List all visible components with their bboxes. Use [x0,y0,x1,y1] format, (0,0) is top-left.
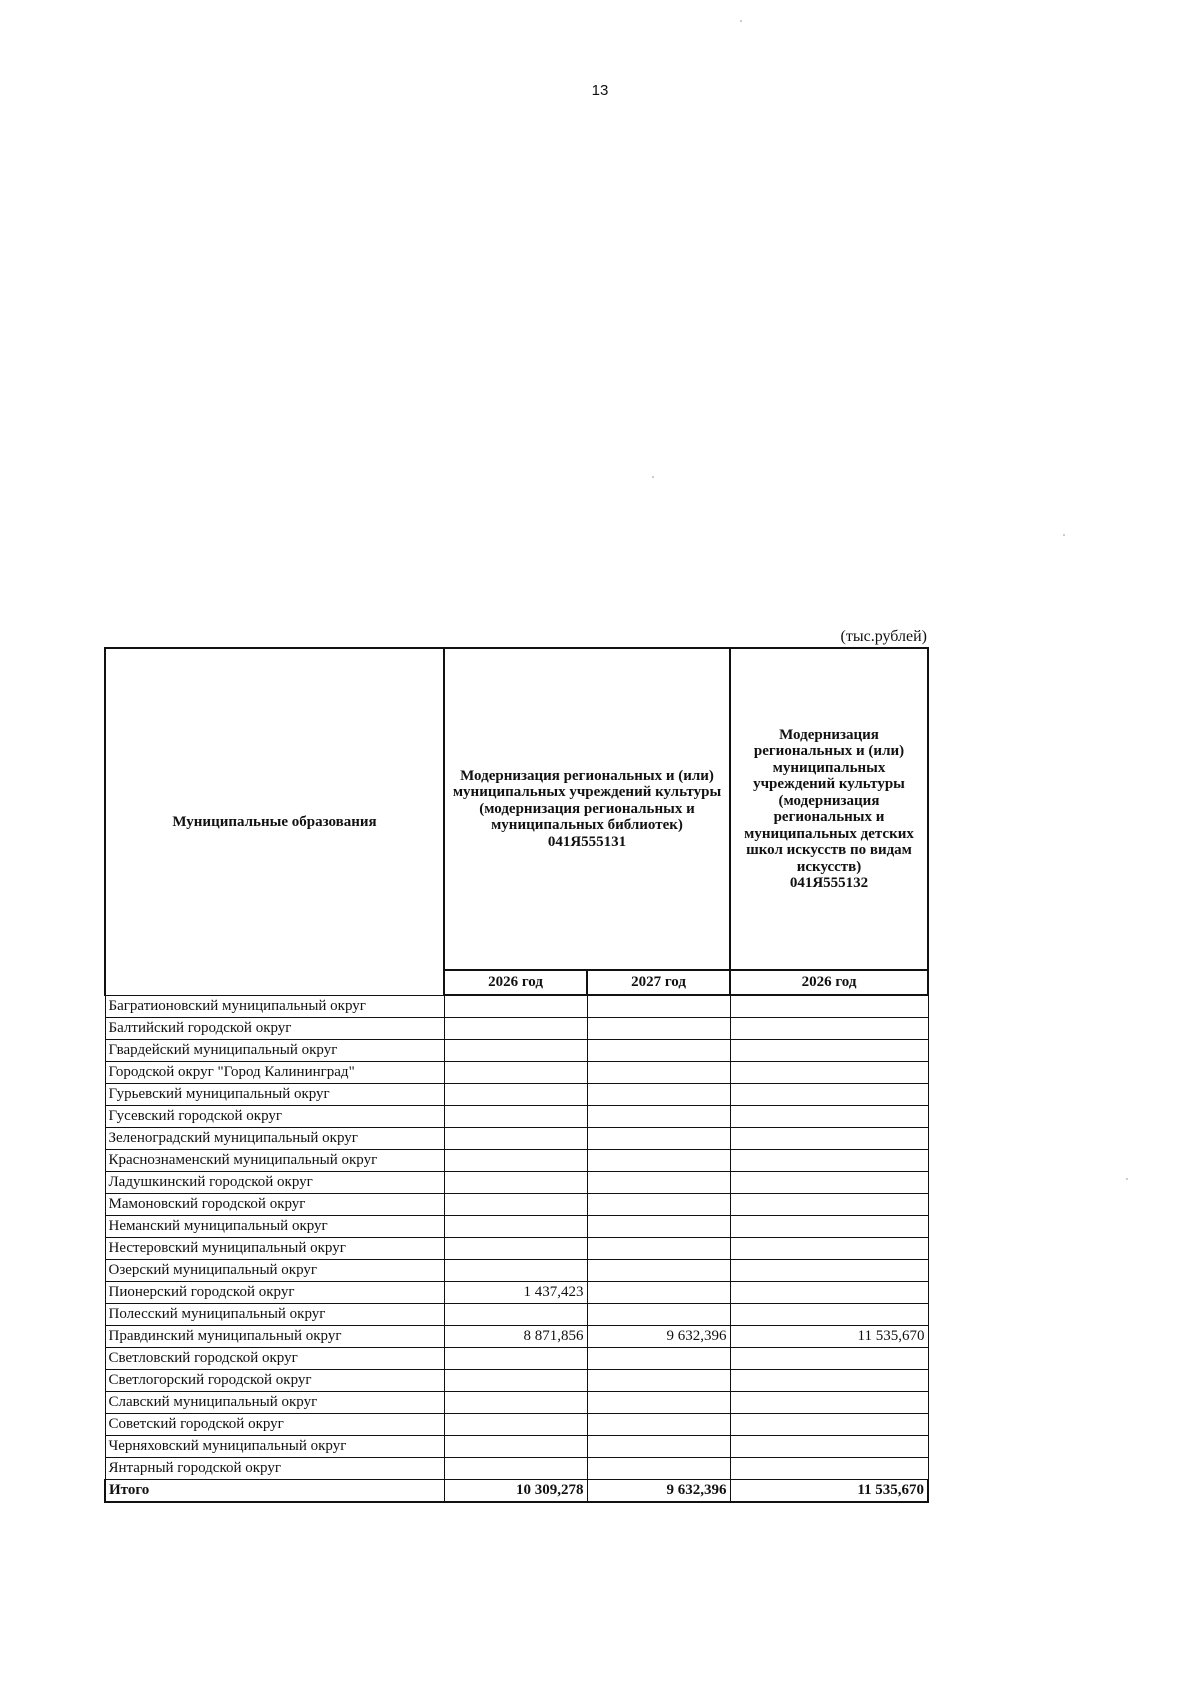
libraries-2027-value [587,1084,730,1106]
schools-2026-value [730,1018,928,1040]
table-row [105,1062,928,1084]
municipality-name: Светлогорский городской округ [105,1370,444,1392]
municipality-name: Багратионовский муниципальный округ [105,995,444,1018]
schools-2026-value [730,1370,928,1392]
total-libraries-2027: 9 632,396 [587,1480,730,1503]
table-row [105,1216,928,1238]
libraries-2027-value [587,1150,730,1172]
year-header-libraries-2027: 2027 год [587,970,730,995]
table-row [105,1150,928,1172]
libraries-2026-value [444,1216,587,1238]
table-row [105,1304,928,1326]
table-row [105,1172,928,1194]
libraries-2027-value [587,1436,730,1458]
municipality-name: Нестеровский муниципальный округ [105,1238,444,1260]
page-number: 13 [591,82,609,99]
libraries-2026-value [444,1370,587,1392]
municipality-name: Правдинский муниципальный округ [105,1326,444,1348]
municipality-name: Краснознаменский муниципальный округ [105,1150,444,1172]
municipality-name: Пионерский городской округ [105,1282,444,1304]
table-row [105,1106,928,1128]
scan-speck [740,20,742,22]
total-schools-2026: 11 535,670 [730,1480,928,1503]
libraries-2026-value [444,1348,587,1370]
libraries-2027-value [587,1282,730,1304]
schools-2026-value [730,1128,928,1150]
budget-table [104,647,929,1503]
schools-2026-value [730,1348,928,1370]
table-row [105,1128,928,1150]
total-libraries-2026: 10 309,278 [444,1480,587,1503]
schools-2026-value [730,1084,928,1106]
libraries-2026-value [444,1106,587,1128]
libraries-2026-value: 1 437,423 [444,1282,587,1304]
schools-2026-value [730,1414,928,1436]
schools-2026-value [730,1040,928,1062]
libraries-2027-value [587,1304,730,1326]
libraries-2026-value [444,1018,587,1040]
table-row [105,1238,928,1260]
libraries-2027-value [587,1018,730,1040]
schools-2026-value [730,1216,928,1238]
table-row [105,1436,928,1458]
table-row [105,1194,928,1216]
municipality-name: Городской округ "Город Калининград" [105,1062,444,1084]
table-row [105,1458,928,1480]
libraries-2027-value [587,1414,730,1436]
municipality-name: Озерский муниципальный округ [105,1260,444,1282]
municipality-name: Ладушкинский городской округ [105,1172,444,1194]
table-row [105,1348,928,1370]
table-row [105,1260,928,1282]
total-row [105,1480,928,1503]
schools-2026-value [730,1260,928,1282]
table-row [105,1326,928,1348]
libraries-2026-value [444,1194,587,1216]
schools-2026-value [730,1194,928,1216]
schools-2026-value [730,995,928,1018]
libraries-2027-value [587,1062,730,1084]
table-row [105,1370,928,1392]
year-header-libraries-2026: 2026 год [444,970,587,995]
municipalities-header-label: Муниципальные образования [172,813,377,830]
art-schools-header-title: Модернизация региональных и (или) муниципальных учреждений культуры (модернизация региональных и муниципальных детских школ искусств по видам искусств) [744,726,914,875]
schools-2026-value [730,1392,928,1414]
table-row [105,1392,928,1414]
municipality-name: Гвардейский муниципальный округ [105,1040,444,1062]
year-header-schools-2026: 2026 год [730,970,928,995]
libraries-2026-value: 8 871,856 [444,1326,587,1348]
libraries-2026-value [444,1062,587,1084]
libraries-2027-value: 9 632,396 [587,1326,730,1348]
table-row [105,1040,928,1062]
schools-2026-value [730,1150,928,1172]
municipality-name: Черняховский муниципальный округ [105,1436,444,1458]
schools-2026-value [730,1238,928,1260]
libraries-2027-value [587,1238,730,1260]
table-header [105,648,928,995]
libraries-2027-value [587,1216,730,1238]
libraries-column-header [444,648,730,970]
schools-2026-value [730,1436,928,1458]
total-label: Итого [105,1480,444,1503]
scan-speck [1126,1178,1128,1180]
libraries-2027-value [587,1458,730,1480]
libraries-2026-value [444,1040,587,1062]
table-row [105,995,928,1018]
libraries-2027-value [587,1392,730,1414]
libraries-2026-value [444,1414,587,1436]
schools-2026-value [730,1062,928,1084]
libraries-header-title: Модернизация региональных и (или) муниципальных учреждений культуры (модернизация региональных и муниципальных библиотек) [452,767,722,834]
libraries-2026-value [444,1436,587,1458]
municipality-name: Гусевский городской округ [105,1106,444,1128]
scan-speck [1063,534,1065,536]
table-row [105,1414,928,1436]
table-row [105,1018,928,1040]
libraries-2026-value [444,1128,587,1150]
libraries-2027-value [587,1260,730,1282]
libraries-2027-value [587,1106,730,1128]
municipality-name: Гурьевский муниципальный округ [105,1084,444,1106]
art-schools-column-header [730,648,928,970]
libraries-2027-value [587,1370,730,1392]
scan-speck [652,476,654,478]
art-schools-header-code: 041Я555132 [789,875,869,891]
municipalities-column-header [105,648,444,995]
libraries-2026-value [444,995,587,1018]
libraries-2026-value [444,1458,587,1480]
libraries-2026-value [444,1172,587,1194]
libraries-2026-value [444,1392,587,1414]
municipality-name: Советский городской округ [105,1414,444,1436]
schools-2026-value: 11 535,670 [730,1326,928,1348]
schools-2026-value [730,1282,928,1304]
libraries-2027-value [587,1194,730,1216]
libraries-2026-value [444,1304,587,1326]
municipality-name: Светловский городской округ [105,1348,444,1370]
libraries-2026-value [444,1084,587,1106]
table-body [105,995,928,1502]
municipality-name: Балтийский городской округ [105,1018,444,1040]
schools-2026-value [730,1172,928,1194]
libraries-2027-value [587,1348,730,1370]
libraries-2027-value [587,1172,730,1194]
libraries-2026-value [444,1238,587,1260]
libraries-2027-value [587,995,730,1018]
libraries-2027-value [587,1040,730,1062]
schools-2026-value [730,1106,928,1128]
municipality-name: Мамоновский городской округ [105,1194,444,1216]
municipality-name: Неманский муниципальный округ [105,1216,444,1238]
table-row [105,1084,928,1106]
libraries-header-code: 041Я555131 [547,833,627,850]
municipality-name: Славский муниципальный округ [105,1392,444,1414]
libraries-2026-value [444,1260,587,1282]
schools-2026-value [730,1458,928,1480]
units-note: (тыс.рублей) [840,628,927,645]
municipality-name: Полесский муниципальный округ [105,1304,444,1326]
schools-2026-value [730,1304,928,1326]
table-row [105,1282,928,1304]
libraries-2026-value [444,1150,587,1172]
libraries-2027-value [587,1128,730,1150]
municipality-name: Зеленоградский муниципальный округ [105,1128,444,1150]
municipality-name: Янтарный городской округ [105,1458,444,1480]
